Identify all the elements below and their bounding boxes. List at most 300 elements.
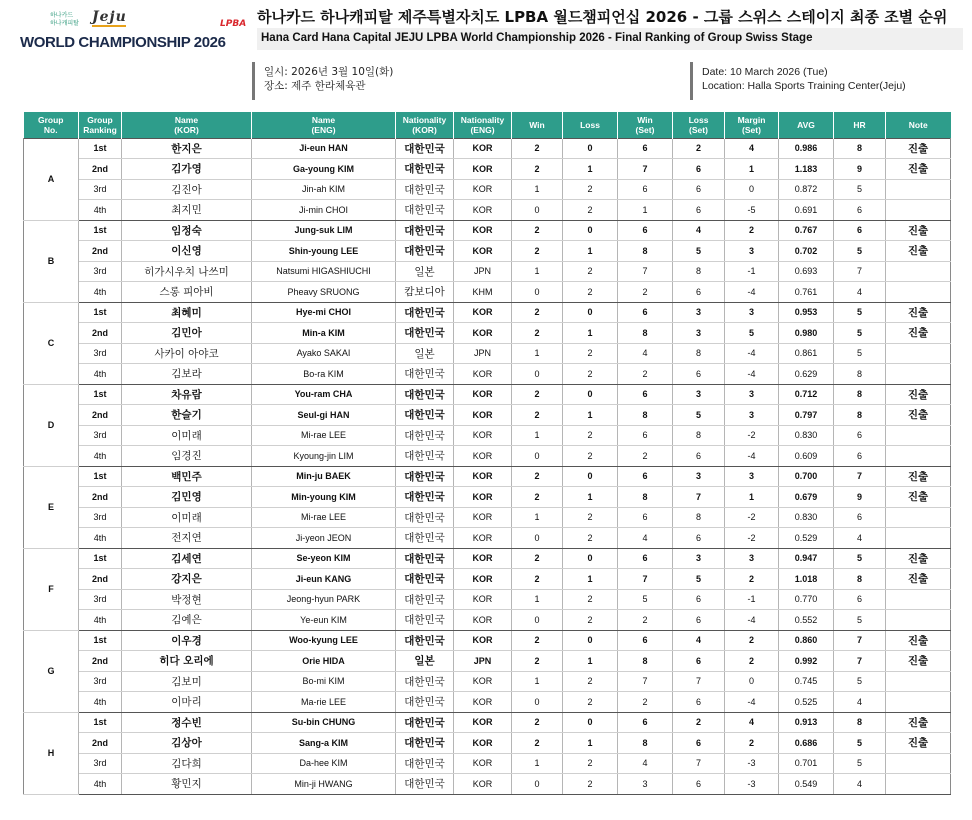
cell-loss-set: 8 xyxy=(673,507,725,528)
cell-margin-set: -4 xyxy=(725,343,779,364)
cell-win: 2 xyxy=(512,220,563,241)
cell-name-eng: Ji-min CHOI xyxy=(252,200,396,221)
cell-hr: 6 xyxy=(834,200,886,221)
cell-avg: 0.702 xyxy=(779,241,834,262)
cell-hr: 5 xyxy=(834,302,886,323)
cell-note: 진출 xyxy=(886,487,951,508)
cell-name-eng: Orie HIDA xyxy=(252,651,396,672)
cell-ranking: 3rd xyxy=(79,507,122,528)
cell-ranking: 3rd xyxy=(79,671,122,692)
hana-logo xyxy=(50,12,79,28)
cell-name-kor: 임경진 xyxy=(122,446,252,467)
cell-win: 2 xyxy=(512,630,563,651)
page-title-english: Hana Card Hana Capital JEJU LPBA World Championship 2026 - Final Ranking of Group Swiss Stage xyxy=(257,28,963,50)
cell-hr: 4 xyxy=(834,528,886,549)
cell-nationality-kor: 대한민국 xyxy=(396,466,454,487)
cell-name-eng: Ayako SAKAI xyxy=(252,343,396,364)
cell-avg: 0.693 xyxy=(779,261,834,282)
event-date-english: Date: 10 March 2026 (Tue) xyxy=(702,66,828,78)
cell-win-set: 7 xyxy=(618,159,673,180)
cell-loss: 1 xyxy=(563,651,618,672)
cell-hr: 4 xyxy=(834,774,886,795)
cell-win-set: 6 xyxy=(618,220,673,241)
group-letter: C xyxy=(24,302,79,384)
cell-name-kor: 임정숙 xyxy=(122,220,252,241)
cell-win: 0 xyxy=(512,774,563,795)
cell-hr: 5 xyxy=(834,753,886,774)
cell-loss: 2 xyxy=(563,261,618,282)
cell-nationality-kor: 대한민국 xyxy=(396,671,454,692)
cell-avg: 0.525 xyxy=(779,692,834,713)
cell-ranking: 2nd xyxy=(79,733,122,754)
cell-name-kor: 한슬기 xyxy=(122,405,252,426)
cell-note: 진출 xyxy=(886,733,951,754)
cell-note xyxy=(886,425,951,446)
table-row xyxy=(24,487,951,508)
group-letter: D xyxy=(24,384,79,466)
cell-name-eng: Hye-mi CHOI xyxy=(252,302,396,323)
cell-name-kor: 황민지 xyxy=(122,774,252,795)
cell-margin-set: 1 xyxy=(725,487,779,508)
cell-ranking: 2nd xyxy=(79,159,122,180)
cell-win-set: 2 xyxy=(618,282,673,303)
table-body xyxy=(24,138,951,794)
cell-loss-set: 3 xyxy=(673,302,725,323)
cell-hr: 7 xyxy=(834,261,886,282)
cell-win-set: 6 xyxy=(618,507,673,528)
cell-name-kor: 최지민 xyxy=(122,200,252,221)
cell-name-eng: Mi-rae LEE xyxy=(252,425,396,446)
cell-nationality-kor: 대한민국 xyxy=(396,528,454,549)
cell-note: 진출 xyxy=(886,384,951,405)
cell-win: 0 xyxy=(512,610,563,631)
cell-note: 진출 xyxy=(886,548,951,569)
cell-margin-set: -4 xyxy=(725,364,779,385)
cell-note xyxy=(886,774,951,795)
header-nationality-eng-line2: (ENG) xyxy=(470,124,495,135)
cell-loss: 0 xyxy=(563,302,618,323)
header-note-line2: Note xyxy=(908,119,928,130)
group-letter: B xyxy=(24,220,79,302)
header-margin-set-line1: Margin xyxy=(737,114,766,125)
cell-loss: 2 xyxy=(563,343,618,364)
cell-avg: 0.947 xyxy=(779,548,834,569)
header-loss xyxy=(563,112,618,138)
cell-name-eng: Ga-young KIM xyxy=(252,159,396,180)
cell-avg: 0.986 xyxy=(779,138,834,159)
cell-name-kor: 김보라 xyxy=(122,364,252,385)
cell-win-set: 6 xyxy=(618,466,673,487)
cell-nationality-eng: KOR xyxy=(454,610,512,631)
cell-name-eng: Kyoung-jin LIM xyxy=(252,446,396,467)
cell-nationality-kor: 대한민국 xyxy=(396,774,454,795)
cell-name-kor: 이신영 xyxy=(122,241,252,262)
cell-win-set: 8 xyxy=(618,405,673,426)
cell-win: 1 xyxy=(512,425,563,446)
cell-nationality-kor: 대한민국 xyxy=(396,220,454,241)
cell-nationality-kor: 대한민국 xyxy=(396,548,454,569)
cell-name-kor: 이마리 xyxy=(122,692,252,713)
header-name-eng xyxy=(252,112,396,138)
hana-capital-text: 하나캐피탈 xyxy=(50,20,79,27)
cell-nationality-eng: KOR xyxy=(454,528,512,549)
cell-margin-set: 3 xyxy=(725,302,779,323)
cell-loss-set: 5 xyxy=(673,569,725,590)
cell-note: 진출 xyxy=(886,651,951,672)
cell-loss: 2 xyxy=(563,753,618,774)
table-row xyxy=(24,671,951,692)
cell-nationality-eng: KHM xyxy=(454,282,512,303)
cell-loss-set: 6 xyxy=(673,364,725,385)
cell-nationality-kor: 대한민국 xyxy=(396,179,454,200)
cell-nationality-eng: JPN xyxy=(454,343,512,364)
cell-margin-set: 2 xyxy=(725,733,779,754)
cell-win: 2 xyxy=(512,651,563,672)
header-avg-line2: AVG xyxy=(797,119,815,130)
cell-nationality-kor: 대한민국 xyxy=(396,323,454,344)
cell-note xyxy=(886,200,951,221)
cell-loss: 1 xyxy=(563,159,618,180)
cell-name-kor: 전지연 xyxy=(122,528,252,549)
cell-nationality-kor: 일본 xyxy=(396,261,454,282)
table-row xyxy=(24,528,951,549)
cell-nationality-kor: 대한민국 xyxy=(396,446,454,467)
cell-loss: 2 xyxy=(563,610,618,631)
cell-hr: 8 xyxy=(834,712,886,733)
cell-margin-set: 2 xyxy=(725,630,779,651)
cell-loss-set: 6 xyxy=(673,610,725,631)
cell-name-eng: Jung-suk LIM xyxy=(252,220,396,241)
cell-win-set: 2 xyxy=(618,610,673,631)
cell-ranking: 1st xyxy=(79,138,122,159)
header-name-kor xyxy=(122,112,252,138)
cell-name-eng: Ye-eun KIM xyxy=(252,610,396,631)
cell-win: 1 xyxy=(512,179,563,200)
event-date-korean: 일시: 2026년 3월 10일(화) xyxy=(264,66,394,78)
cell-margin-set: 4 xyxy=(725,138,779,159)
cell-name-eng: Se-yeon KIM xyxy=(252,548,396,569)
cell-note: 진출 xyxy=(886,569,951,590)
cell-avg: 0.549 xyxy=(779,774,834,795)
table-row xyxy=(24,507,951,528)
cell-ranking: 3rd xyxy=(79,589,122,610)
cell-avg: 0.797 xyxy=(779,405,834,426)
cell-loss: 2 xyxy=(563,507,618,528)
cell-loss: 2 xyxy=(563,589,618,610)
cell-note: 진출 xyxy=(886,323,951,344)
cell-win-set: 2 xyxy=(618,364,673,385)
cell-ranking: 3rd xyxy=(79,753,122,774)
cell-ranking: 4th xyxy=(79,282,122,303)
header-note xyxy=(886,112,951,138)
cell-name-kor: 한지은 xyxy=(122,138,252,159)
cell-hr: 7 xyxy=(834,630,886,651)
cell-nationality-eng: KOR xyxy=(454,138,512,159)
cell-nationality-kor: 대한민국 xyxy=(396,630,454,651)
cell-name-eng: You-ram CHA xyxy=(252,384,396,405)
cell-name-eng: Min-a KIM xyxy=(252,323,396,344)
cell-ranking: 1st xyxy=(79,384,122,405)
cell-avg: 0.953 xyxy=(779,302,834,323)
cell-margin-set: 3 xyxy=(725,241,779,262)
cell-loss-set: 8 xyxy=(673,425,725,446)
cell-hr: 5 xyxy=(834,671,886,692)
lpba-logo: LPBA xyxy=(220,19,247,29)
cell-win: 2 xyxy=(512,405,563,426)
header-group-ranking-line2: Ranking xyxy=(83,124,117,135)
cell-loss-set: 6 xyxy=(673,651,725,672)
cell-loss: 2 xyxy=(563,282,618,303)
table-row xyxy=(24,200,951,221)
table-row xyxy=(24,364,951,385)
cell-hr: 6 xyxy=(834,507,886,528)
table-row xyxy=(24,630,951,651)
header-win-set-line2: (Set) xyxy=(635,124,655,135)
group-letter: F xyxy=(24,548,79,630)
cell-note xyxy=(886,446,951,467)
table-row xyxy=(24,692,951,713)
cell-ranking: 1st xyxy=(79,220,122,241)
cell-ranking: 2nd xyxy=(79,651,122,672)
cell-nationality-kor: 대한민국 xyxy=(396,405,454,426)
cell-loss: 0 xyxy=(563,466,618,487)
cell-ranking: 3rd xyxy=(79,261,122,282)
group-letter: H xyxy=(24,712,79,794)
cell-name-eng: Bo-ra KIM xyxy=(252,364,396,385)
cell-ranking: 2nd xyxy=(79,323,122,344)
cell-loss: 1 xyxy=(563,569,618,590)
cell-name-kor: 강지은 xyxy=(122,569,252,590)
cell-name-kor: 정수빈 xyxy=(122,712,252,733)
cell-win-set: 5 xyxy=(618,589,673,610)
cell-nationality-eng: KOR xyxy=(454,692,512,713)
cell-win-set: 6 xyxy=(618,384,673,405)
cell-hr: 9 xyxy=(834,159,886,180)
cell-loss-set: 3 xyxy=(673,323,725,344)
cell-avg: 1.183 xyxy=(779,159,834,180)
cell-name-eng: Min-ji HWANG xyxy=(252,774,396,795)
cell-margin-set: -3 xyxy=(725,774,779,795)
cell-name-eng: Bo-mi KIM xyxy=(252,671,396,692)
cell-name-eng: Da-hee KIM xyxy=(252,753,396,774)
cell-nationality-kor: 대한민국 xyxy=(396,425,454,446)
cell-margin-set: 2 xyxy=(725,220,779,241)
cell-win-set: 8 xyxy=(618,241,673,262)
cell-margin-set: -2 xyxy=(725,507,779,528)
cell-name-eng: Su-bin CHUNG xyxy=(252,712,396,733)
cell-hr: 6 xyxy=(834,425,886,446)
cell-loss-set: 8 xyxy=(673,343,725,364)
event-place-korean: 장소: 제주 한라체육관 xyxy=(264,80,366,92)
cell-note xyxy=(886,364,951,385)
cell-nationality-kor: 일본 xyxy=(396,651,454,672)
cell-hr: 8 xyxy=(834,569,886,590)
cell-loss: 2 xyxy=(563,200,618,221)
cell-name-kor: 히다 오리에 xyxy=(122,651,252,672)
cell-avg: 0.913 xyxy=(779,712,834,733)
cell-name-eng: Ji-eun KANG xyxy=(252,569,396,590)
cell-win: 1 xyxy=(512,343,563,364)
cell-name-kor: 백민주 xyxy=(122,466,252,487)
table-row xyxy=(24,774,951,795)
cell-nationality-eng: KOR xyxy=(454,323,512,344)
cell-loss-set: 4 xyxy=(673,220,725,241)
cell-hr: 8 xyxy=(834,138,886,159)
jeju-logo-underline xyxy=(92,25,126,27)
header-group-ranking-line1: Group xyxy=(87,114,113,125)
cell-win-set: 4 xyxy=(618,343,673,364)
table-row xyxy=(24,179,951,200)
cell-loss: 1 xyxy=(563,733,618,754)
table-row xyxy=(24,610,951,631)
header-margin-set xyxy=(725,112,779,138)
cell-nationality-kor: 대한민국 xyxy=(396,712,454,733)
cell-win: 2 xyxy=(512,569,563,590)
header-hr xyxy=(834,112,886,138)
cell-ranking: 3rd xyxy=(79,179,122,200)
cell-nationality-eng: KOR xyxy=(454,630,512,651)
cell-avg: 0.770 xyxy=(779,589,834,610)
cell-name-eng: Seul-gi HAN xyxy=(252,405,396,426)
cell-name-kor: 김보미 xyxy=(122,671,252,692)
cell-hr: 7 xyxy=(834,651,886,672)
cell-avg: 0.701 xyxy=(779,753,834,774)
cell-loss-set: 2 xyxy=(673,712,725,733)
cell-win-set: 7 xyxy=(618,671,673,692)
standings-table xyxy=(23,112,951,795)
cell-loss-set: 6 xyxy=(673,159,725,180)
cell-margin-set: 3 xyxy=(725,466,779,487)
cell-nationality-eng: KOR xyxy=(454,466,512,487)
cell-avg: 1.018 xyxy=(779,569,834,590)
table-row xyxy=(24,712,951,733)
cell-win: 2 xyxy=(512,548,563,569)
cell-avg: 0.609 xyxy=(779,446,834,467)
cell-loss-set: 6 xyxy=(673,446,725,467)
header-loss-set xyxy=(673,112,725,138)
cell-nationality-kor: 대한민국 xyxy=(396,384,454,405)
cell-nationality-kor: 대한민국 xyxy=(396,159,454,180)
header-name-eng-line1: Name xyxy=(311,114,336,125)
cell-nationality-kor: 대한민국 xyxy=(396,733,454,754)
cell-avg: 0.686 xyxy=(779,733,834,754)
cell-nationality-eng: KOR xyxy=(454,179,512,200)
cell-win-set: 8 xyxy=(618,651,673,672)
cell-nationality-eng: KOR xyxy=(454,200,512,221)
cell-loss-set: 5 xyxy=(673,405,725,426)
table-header-row xyxy=(24,112,951,138)
cell-nationality-kor: 캄보디아 xyxy=(396,282,454,303)
cell-name-kor: 김민아 xyxy=(122,323,252,344)
table-row xyxy=(24,425,951,446)
cell-margin-set: -4 xyxy=(725,446,779,467)
cell-nationality-eng: KOR xyxy=(454,364,512,385)
cell-ranking: 1st xyxy=(79,466,122,487)
cell-name-eng: Shin-young LEE xyxy=(252,241,396,262)
cell-hr: 8 xyxy=(834,384,886,405)
cell-note xyxy=(886,753,951,774)
cell-note xyxy=(886,528,951,549)
cell-win: 0 xyxy=(512,282,563,303)
cell-hr: 5 xyxy=(834,733,886,754)
cell-name-kor: 김민영 xyxy=(122,487,252,508)
cell-win: 2 xyxy=(512,712,563,733)
cell-margin-set: 0 xyxy=(725,179,779,200)
cell-avg: 0.552 xyxy=(779,610,834,631)
cell-win: 0 xyxy=(512,528,563,549)
cell-note: 진출 xyxy=(886,466,951,487)
cell-loss-set: 7 xyxy=(673,487,725,508)
cell-margin-set: 2 xyxy=(725,569,779,590)
header-name-kor-line2: (KOR) xyxy=(174,124,199,135)
event-logo xyxy=(20,10,250,50)
cell-loss: 2 xyxy=(563,692,618,713)
cell-win: 2 xyxy=(512,159,563,180)
cell-loss-set: 7 xyxy=(673,671,725,692)
table-row xyxy=(24,220,951,241)
cell-win: 0 xyxy=(512,364,563,385)
cell-hr: 9 xyxy=(834,487,886,508)
table-row xyxy=(24,405,951,426)
cell-margin-set: 0 xyxy=(725,671,779,692)
cell-avg: 0.691 xyxy=(779,200,834,221)
cell-note xyxy=(886,343,951,364)
cell-nationality-eng: KOR xyxy=(454,569,512,590)
cell-win: 2 xyxy=(512,241,563,262)
cell-avg: 0.860 xyxy=(779,630,834,651)
cell-ranking: 3rd xyxy=(79,343,122,364)
table-row xyxy=(24,548,951,569)
cell-loss: 0 xyxy=(563,630,618,651)
header-margin-set-line2: (Set) xyxy=(742,124,761,135)
cell-name-eng: Ma-rie LEE xyxy=(252,692,396,713)
cell-margin-set: 5 xyxy=(725,323,779,344)
cell-nationality-kor: 일본 xyxy=(396,343,454,364)
cell-name-eng: Mi-rae LEE xyxy=(252,507,396,528)
cell-nationality-kor: 대한민국 xyxy=(396,364,454,385)
cell-nationality-eng: KOR xyxy=(454,589,512,610)
header-group-no-line1: Group xyxy=(38,114,64,125)
cell-avg: 0.861 xyxy=(779,343,834,364)
cell-hr: 4 xyxy=(834,282,886,303)
cell-win: 0 xyxy=(512,446,563,467)
table-row xyxy=(24,733,951,754)
cell-ranking: 2nd xyxy=(79,487,122,508)
cell-ranking: 4th xyxy=(79,528,122,549)
cell-win-set: 8 xyxy=(618,487,673,508)
cell-hr: 8 xyxy=(834,405,886,426)
cell-name-eng: Jin-ah KIM xyxy=(252,179,396,200)
cell-ranking: 1st xyxy=(79,548,122,569)
group-letter: G xyxy=(24,630,79,712)
cell-nationality-eng: KOR xyxy=(454,446,512,467)
cell-loss-set: 6 xyxy=(673,282,725,303)
cell-nationality-eng: KOR xyxy=(454,671,512,692)
cell-loss-set: 6 xyxy=(673,200,725,221)
header-name-eng-line2: (ENG) xyxy=(311,124,336,135)
table-row xyxy=(24,138,951,159)
cell-name-kor: 박정현 xyxy=(122,589,252,610)
cell-loss: 1 xyxy=(563,241,618,262)
cell-win-set: 2 xyxy=(618,446,673,467)
cell-note xyxy=(886,261,951,282)
cell-loss: 0 xyxy=(563,712,618,733)
cell-name-eng: Min-ju BAEK xyxy=(252,466,396,487)
cell-margin-set: 3 xyxy=(725,548,779,569)
header-avg xyxy=(779,112,834,138)
cell-hr: 6 xyxy=(834,446,886,467)
cell-win: 1 xyxy=(512,671,563,692)
